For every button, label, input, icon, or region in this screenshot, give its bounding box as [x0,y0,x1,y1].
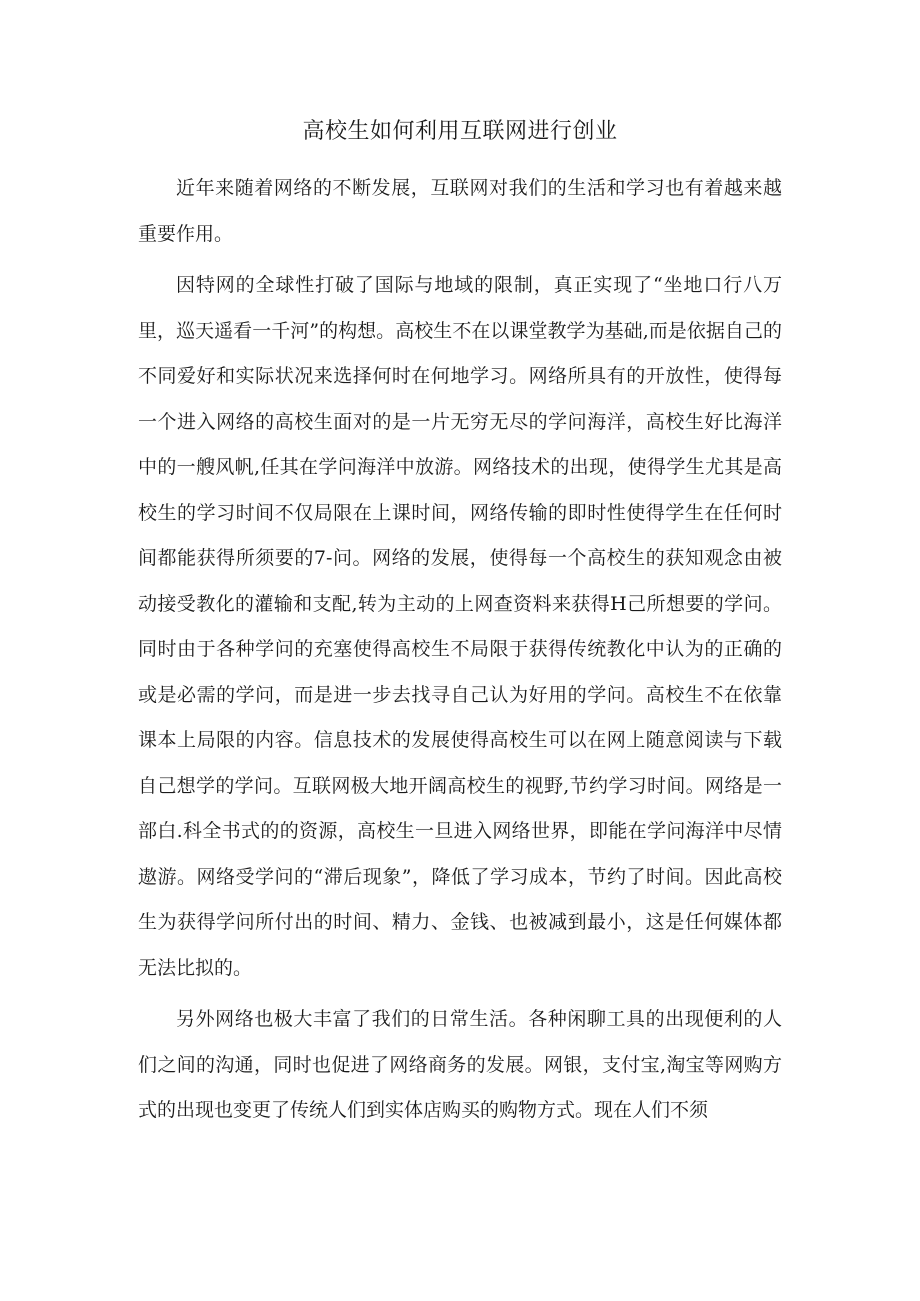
document-title: 高校生如何利用互联网进行创业 [302,119,618,144]
paragraph-intro: 近年来随着网络的不断发展，互联网对我们的生活和学习也有着越来越重要作用。 [138,177,782,245]
paragraph-daily-life: 另外网络也极大丰富了我们的日常生活。各种闲聊工具的出现便利的人们之间的沟通，同时也促进了网络商务的发展。网银，支付宝,淘宝等网购方式的出现也变更了传统人们到实体店购买的购物方式。现在人们不须 [138,1008,782,1121]
paragraph-internet-learning: 因特网的全球性打破了国际与地域的限制，真正实现了“坐地口行八万里，巡天遥看一千河”的构想。高校生不在以课堂教学为基础,而是依据自己的不同爱好和实际状况来选择何时在何地学习。网络所具有的开放性，使得每一个进入网络的高校生面对的是一片无穷无尽的学问海洋，高校生好比海洋中的一艘风帆,任其在学问海洋中放游。网络技术的出现，使得学生尤其是高校生的学习时间不仅局限在上课时间，网络传输的即时性使得学生在任何时间都能获得所须要的7-问。网络的发展，使得每一个高校生的获知观念由被动接受教化的灌输和支配,转为主动的上网查资料来获得H己所想要的学问。同时由于各种学问的充塞使得高校生不局限于获得传统教化中认为的正确的或是必需的学问，而是进一步去找寻自己认为好用的学问。高校生不在依靠课本上局限的内容。信息技术的发展使得高校生可以在网上随意阅读与下载自己想学的学问。互联网极大地开阔高校生的视野,节约学习时间。网络是一部白.科全书式的的资源，高校生一旦进入网络世界，即能在学问海洋中尽情遨游。网络受学问的“滞后现象”，降低了学习成本，节约了时间。因此高校生为获得学问所付出的时间、精力、金钱、也被减到最小，这是任何媒体都无法比拟的。 [138,274,782,979]
